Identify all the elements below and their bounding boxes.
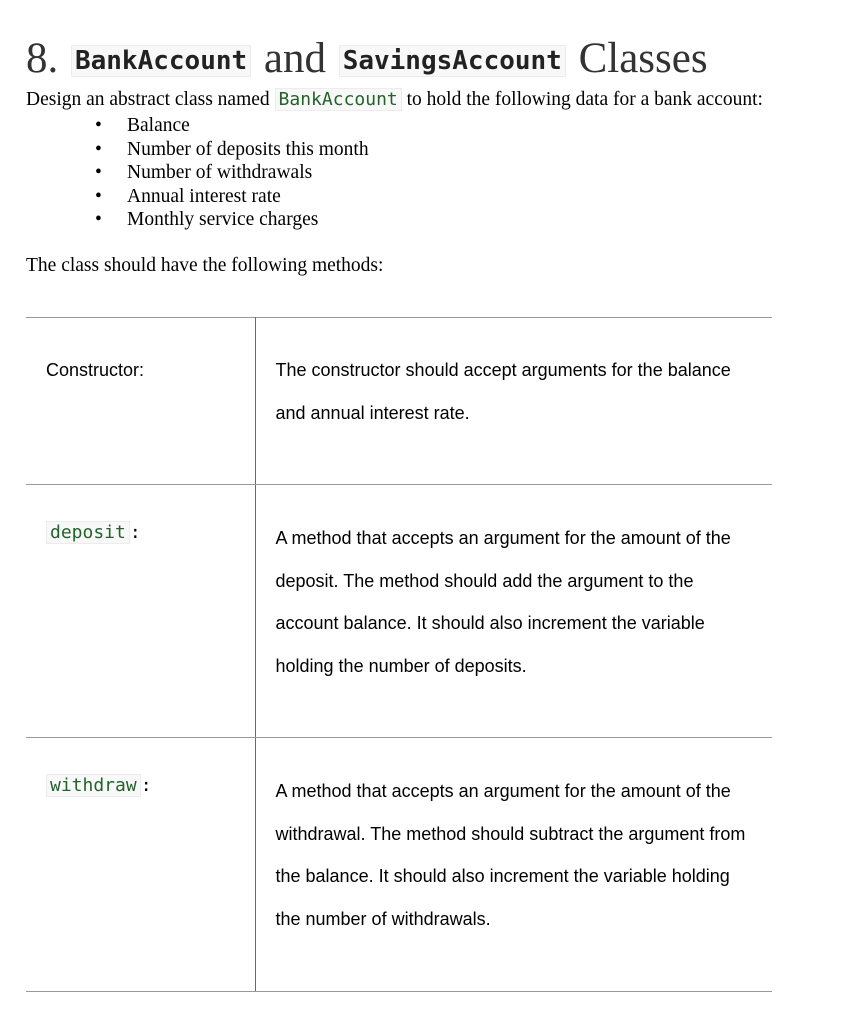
- list-item: [0, 161, 369, 185]
- method-name-withdraw: withdraw: [46, 774, 141, 797]
- method-name-cell: [26, 318, 255, 485]
- heading-suffix: Classes: [578, 35, 708, 82]
- bullet-glyph: •: [95, 209, 102, 230]
- method-name-deposit: deposit: [46, 521, 130, 544]
- list-item-text: Balance: [127, 115, 190, 136]
- list-item: [0, 208, 369, 232]
- intro-paragraph: [26, 88, 763, 112]
- heading-class-savingsaccount: SavingsAccount: [339, 45, 566, 77]
- method-desc-withdraw: A method that accepts an argument for the amount of the withdrawal. The method should subtract the argument from the balance. It should also increment the variable holding the number of withdrawals.: [275, 781, 746, 929]
- list-item-text: Annual interest rate: [127, 185, 281, 207]
- table-row: [26, 318, 772, 485]
- bullet-glyph: •: [95, 162, 102, 183]
- method-name-wrapper: [26, 738, 255, 798]
- method-name-cell: [26, 738, 255, 992]
- list-item-text: Number of deposits this month: [127, 138, 369, 160]
- section-heading: [26, 36, 708, 84]
- methods-table: [26, 317, 772, 992]
- method-desc-cell: [255, 485, 772, 738]
- list-item: [0, 114, 369, 138]
- section-number: 8.: [26, 35, 59, 82]
- method-name-constructor: Constructor:: [46, 360, 145, 380]
- method-name-colon: :: [140, 775, 152, 796]
- table-row: [26, 485, 772, 738]
- heading-class-bankaccount: BankAccount: [71, 45, 251, 77]
- bullet-glyph: •: [95, 138, 102, 160]
- method-desc-constructor: The constructor should accept arguments for the balance and annual interest rate.: [275, 360, 731, 423]
- heading-conjunction: and: [263, 35, 326, 82]
- method-name-wrapper: [26, 485, 255, 545]
- methods-lead: The class should have the following methods:: [26, 255, 384, 276]
- intro-after: to hold the following data for a bank account:: [406, 89, 763, 110]
- list-item: [0, 138, 369, 162]
- method-desc-cell: [255, 318, 772, 485]
- bullet-glyph: •: [95, 185, 102, 207]
- list-item-text: Monthly service charges: [127, 209, 319, 230]
- list-item: [0, 185, 369, 209]
- intro-class-name: BankAccount: [275, 88, 402, 111]
- data-field-list: [0, 114, 369, 232]
- method-desc-cell: [255, 738, 772, 992]
- method-name-cell: [26, 485, 255, 738]
- bullet-glyph: •: [95, 115, 102, 136]
- method-name-colon: :: [129, 522, 141, 543]
- list-item-text: Number of withdrawals: [127, 162, 313, 183]
- intro-before: Design an abstract class named: [26, 89, 270, 110]
- table-row: [26, 738, 772, 992]
- method-desc-deposit: A method that accepts an argument for the amount of the deposit. The method should add the argument to the account balance. It should also increment the variable holding the number of deposits.: [275, 528, 731, 676]
